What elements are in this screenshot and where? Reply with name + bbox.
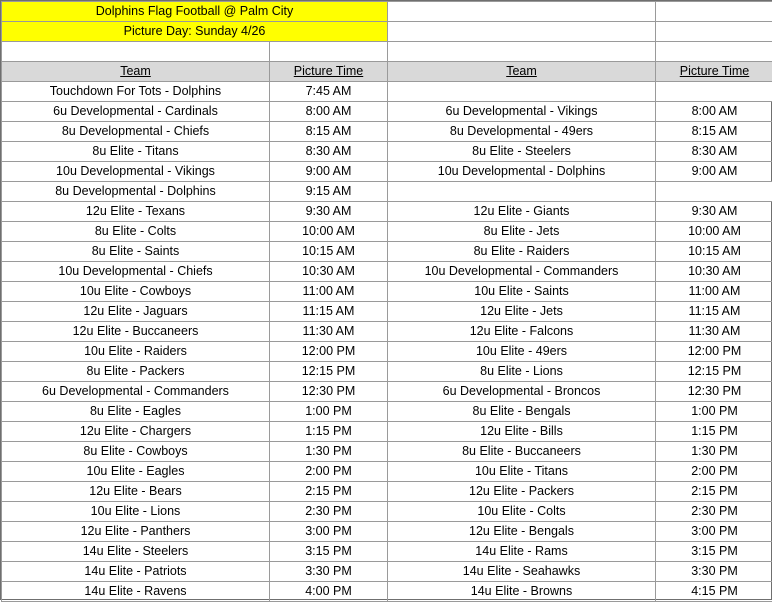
cell-time-left: 8:15 AM xyxy=(270,122,388,142)
table-body xyxy=(2,2,772,602)
cell-time-right: 10:15 AM xyxy=(656,242,772,262)
cell-time-left: 1:30 PM xyxy=(270,442,388,462)
cell-team-left: 10u Developmental - Vikings xyxy=(2,162,270,182)
header-time-right-label: Picture Time xyxy=(680,64,749,78)
cell-team-right: 12u Elite - Jets xyxy=(388,302,656,322)
cell-team-left: 6u Developmental - Commanders xyxy=(2,382,270,402)
cell-time-right: 11:15 AM xyxy=(656,302,772,322)
title-row-1-blank-a xyxy=(388,2,656,22)
cell-time-right: 1:30 PM xyxy=(656,442,772,462)
cell-team-right: 6u Developmental - Vikings xyxy=(388,102,656,122)
table-row xyxy=(2,542,772,562)
cell-time-right: 8:00 AM xyxy=(656,102,772,122)
table-row xyxy=(2,82,772,102)
cell-team-left: 8u Elite - Cowboys xyxy=(2,442,270,462)
schedule-table xyxy=(1,1,772,602)
cell-team-left: 8u Elite - Eagles xyxy=(2,402,270,422)
title-row-2-blank-a xyxy=(388,22,656,42)
table-row xyxy=(2,142,772,162)
cell-time-left: 11:15 AM xyxy=(270,302,388,322)
cell-team-left: 10u Developmental - Chiefs xyxy=(2,262,270,282)
cell-time-left: 12:00 PM xyxy=(270,342,388,362)
cell-team-right: 8u Elite - Steelers xyxy=(388,142,656,162)
table-row xyxy=(2,262,772,282)
cell-team-left: 8u Elite - Colts xyxy=(2,222,270,242)
spacer-cell-2 xyxy=(270,42,388,62)
cell-team-left: 10u Elite - Eagles xyxy=(2,462,270,482)
cell-time-left: 10:30 AM xyxy=(270,262,388,282)
table-row xyxy=(2,422,772,442)
cell-team-right: 10u Developmental - Dolphins xyxy=(388,162,656,182)
cell-team-left: 14u Elite - Ravens xyxy=(2,582,270,602)
table-row xyxy=(2,402,772,422)
table-row xyxy=(2,482,772,502)
cell-time-left: 1:00 PM xyxy=(270,402,388,422)
cell-team-left: 8u Developmental - Chiefs xyxy=(2,122,270,142)
header-team-right xyxy=(388,62,656,82)
header-team-right-label: Team xyxy=(506,64,537,78)
cell-time-left: 9:00 AM xyxy=(270,162,388,182)
cell-time-right: 3:00 PM xyxy=(656,522,772,542)
table-row xyxy=(2,522,772,542)
cell-team-right: 8u Elite - Jets xyxy=(388,222,656,242)
cell-time-right: 10:00 AM xyxy=(656,222,772,242)
cell-team-left: 12u Elite - Jaguars xyxy=(2,302,270,322)
cell-team-left: 12u Elite - Bears xyxy=(2,482,270,502)
title-line-1: Dolphins Flag Football @ Palm City xyxy=(2,2,388,22)
cell-time-right: 4:15 PM xyxy=(656,582,772,602)
table-row xyxy=(2,222,772,242)
header-time-right xyxy=(656,62,772,82)
table-row xyxy=(2,202,772,222)
cell-team-right: 14u Elite - Browns xyxy=(388,582,656,602)
cell-time-left: 8:30 AM xyxy=(270,142,388,162)
table-row xyxy=(2,322,772,342)
table-row xyxy=(2,242,772,262)
column-header-row xyxy=(2,62,772,82)
cell-time-left: 9:30 AM xyxy=(270,202,388,222)
cell-team-left: 12u Elite - Panthers xyxy=(2,522,270,542)
table-row xyxy=(2,282,772,302)
title-line-2: Picture Day: Sunday 4/26 xyxy=(2,22,388,42)
cell-time-right: 2:15 PM xyxy=(656,482,772,502)
table-row xyxy=(2,462,772,482)
cell-team-right: 10u Elite - Titans xyxy=(388,462,656,482)
cell-team-right: 10u Developmental - Commanders xyxy=(388,262,656,282)
cell-time-left: 3:30 PM xyxy=(270,562,388,582)
cell-team-right: 8u Elite - Bengals xyxy=(388,402,656,422)
table-row xyxy=(2,342,772,362)
cell-team-right: 14u Elite - Rams xyxy=(388,542,656,562)
cell-time-left: 9:15 AM xyxy=(270,182,388,202)
cell-team-left: 12u Elite - Chargers xyxy=(2,422,270,442)
cell-time-left: 3:15 PM xyxy=(270,542,388,562)
cell-time-right: 9:30 AM xyxy=(656,202,772,222)
cell-team-right: 10u Elite - 49ers xyxy=(388,342,656,362)
title-row-2 xyxy=(2,22,772,42)
cell-time-left: 11:00 AM xyxy=(270,282,388,302)
header-time-left-label: Picture Time xyxy=(294,64,363,78)
cell-team-right: 8u Elite - Lions xyxy=(388,362,656,382)
table-row xyxy=(2,362,772,382)
cell-team-right: 12u Elite - Giants xyxy=(388,202,656,222)
table-row xyxy=(2,582,772,602)
cell-time-right: 12:15 PM xyxy=(656,362,772,382)
cell-team-left: 10u Elite - Cowboys xyxy=(2,282,270,302)
cell-time-left: 2:30 PM xyxy=(270,502,388,522)
cell-team-left: 12u Elite - Texans xyxy=(2,202,270,222)
spacer-row xyxy=(2,42,772,62)
cell-time-right: 1:00 PM xyxy=(656,402,772,422)
title-row-1-blank-b xyxy=(656,2,772,22)
cell-time-left: 12:30 PM xyxy=(270,382,388,402)
cell-team-left: 14u Elite - Steelers xyxy=(2,542,270,562)
cell-team-left: 8u Elite - Saints xyxy=(2,242,270,262)
header-team-left xyxy=(2,62,270,82)
cell-team-right: 12u Elite - Bengals xyxy=(388,522,656,542)
cell-team-right: 8u Elite - Raiders xyxy=(388,242,656,262)
cell-time-left: 10:15 AM xyxy=(270,242,388,262)
cell-team-right: 6u Developmental - Broncos xyxy=(388,382,656,402)
cell-team-right: 10u Elite - Colts xyxy=(388,502,656,522)
cell-time-left: 7:45 AM xyxy=(270,82,388,102)
spacer-cell-1 xyxy=(2,42,270,62)
table-row xyxy=(2,382,772,402)
cell-team-left: 10u Elite - Lions xyxy=(2,502,270,522)
cell-team-left: Touchdown For Tots - Dolphins xyxy=(2,82,270,102)
cell-time-left: 12:15 PM xyxy=(270,362,388,382)
header-time-left xyxy=(270,62,388,82)
cell-time-left: 8:00 AM xyxy=(270,102,388,122)
header-team-left-label: Team xyxy=(120,64,151,78)
cell-team-right: 8u Developmental - 49ers xyxy=(388,122,656,142)
cell-team-right: 12u Elite - Falcons xyxy=(388,322,656,342)
title-row-1 xyxy=(2,2,772,22)
cell-team-right xyxy=(388,182,656,202)
cell-time-left: 4:00 PM xyxy=(270,582,388,602)
cell-time-left: 2:15 PM xyxy=(270,482,388,502)
cell-team-left: 10u Elite - Raiders xyxy=(2,342,270,362)
cell-time-left: 10:00 AM xyxy=(270,222,388,242)
table-row xyxy=(2,562,772,582)
cell-team-right: 14u Elite - Seahawks xyxy=(388,562,656,582)
table-row xyxy=(2,182,772,202)
cell-time-right xyxy=(656,182,772,202)
cell-team-right: 8u Elite - Buccaneers xyxy=(388,442,656,462)
spacer-cell-3 xyxy=(388,42,656,62)
cell-team-left: 8u Developmental - Dolphins xyxy=(2,182,270,202)
table-row xyxy=(2,502,772,522)
spacer-cell-4 xyxy=(656,42,772,62)
table-row xyxy=(2,102,772,122)
cell-time-right: 2:00 PM xyxy=(656,462,772,482)
cell-time-right: 10:30 AM xyxy=(656,262,772,282)
cell-time-right: 11:30 AM xyxy=(656,322,772,342)
title-row-2-blank-b xyxy=(656,22,772,42)
cell-team-left: 8u Elite - Packers xyxy=(2,362,270,382)
cell-time-right: 12:00 PM xyxy=(656,342,772,362)
cell-team-left: 8u Elite - Titans xyxy=(2,142,270,162)
cell-team-right: 10u Elite - Saints xyxy=(388,282,656,302)
cell-time-left: 11:30 AM xyxy=(270,322,388,342)
table-row xyxy=(2,442,772,462)
cell-time-right: 12:30 PM xyxy=(656,382,772,402)
cell-team-left: 6u Developmental - Cardinals xyxy=(2,102,270,122)
cell-team-right: 12u Elite - Bills xyxy=(388,422,656,442)
table-row xyxy=(2,122,772,142)
cell-time-left: 1:15 PM xyxy=(270,422,388,442)
cell-time-left: 3:00 PM xyxy=(270,522,388,542)
cell-time-right: 8:15 AM xyxy=(656,122,772,142)
cell-time-left: 2:00 PM xyxy=(270,462,388,482)
cell-time-right: 9:00 AM xyxy=(656,162,772,182)
cell-time-right xyxy=(656,82,772,102)
cell-time-right: 1:15 PM xyxy=(656,422,772,442)
cell-time-right: 11:00 AM xyxy=(656,282,772,302)
cell-team-left: 14u Elite - Patriots xyxy=(2,562,270,582)
cell-time-right: 3:30 PM xyxy=(656,562,772,582)
table-row xyxy=(2,162,772,182)
table-row xyxy=(2,302,772,322)
cell-team-right xyxy=(388,82,656,102)
cell-team-right: 12u Elite - Packers xyxy=(388,482,656,502)
cell-time-right: 8:30 AM xyxy=(656,142,772,162)
cell-team-left: 12u Elite - Buccaneers xyxy=(2,322,270,342)
cell-time-right: 2:30 PM xyxy=(656,502,772,522)
cell-time-right: 3:15 PM xyxy=(656,542,772,562)
